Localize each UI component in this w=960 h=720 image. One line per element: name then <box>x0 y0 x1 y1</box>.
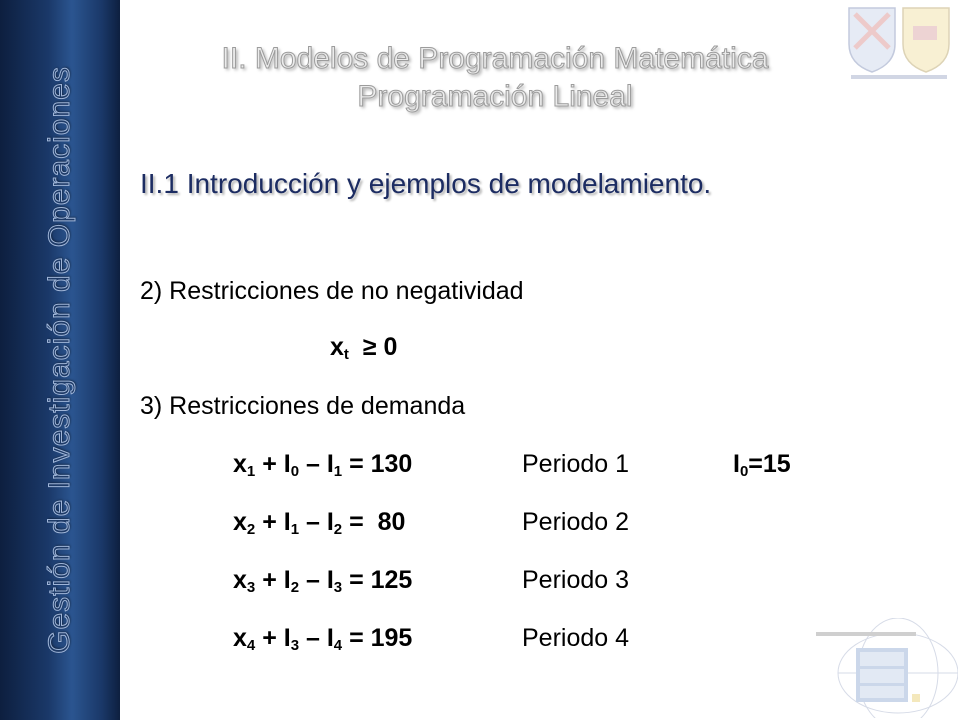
section-title: II.1 Introducción y ejemplos de modelamiento. <box>140 168 712 199</box>
period-label-2: Periodo 2 <box>522 508 630 536</box>
period-label-4: Periodo 4 <box>522 624 630 652</box>
demand-equation-4: $x_4 + I_3 - I_4 = 195$ <box>233 624 413 654</box>
nonneg-var: x <box>330 333 344 361</box>
demand-heading: 3) Restricciones de demanda <box>140 392 466 420</box>
nonneg-constraint <box>330 333 397 363</box>
nonneg-heading: 2) Restricciones de no negatividad <box>140 277 524 305</box>
page-title-line1: II. Modelos de Programación Matemática <box>221 42 769 75</box>
nonneg-sub: t <box>343 346 349 363</box>
page-title <box>170 40 820 116</box>
sidebar <box>0 0 120 720</box>
university-crest-logo <box>845 4 953 82</box>
demand-equation-3: $x_3 + I_2 - I_3 = 125$ <box>233 566 413 596</box>
demand-equation-2: $x_2 + I_1 - I_2 = 80$ <box>233 508 406 538</box>
period-label-3: Periodo 3 <box>522 566 630 594</box>
sidebar-title: Gestión de Investigación de Operaciones <box>43 66 76 654</box>
page-title-line2: Programación Lineal <box>357 80 633 113</box>
demand-equation-1: $x_1 + I_0 - I_1 = 130$ <box>233 450 413 480</box>
nonneg-relation: ≥ 0 <box>362 333 398 361</box>
initial-inventory: $I_0=15$ <box>733 450 791 480</box>
period-label-1: Periodo 1 <box>522 450 630 478</box>
department-logo <box>808 618 958 718</box>
